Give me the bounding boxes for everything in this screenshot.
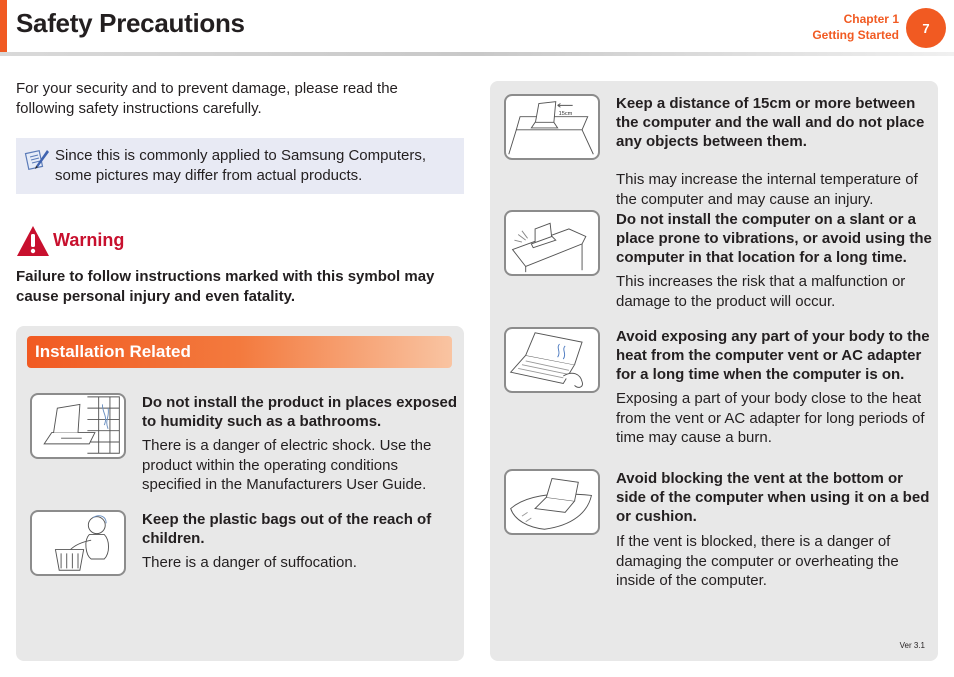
- page-number-badge: 7: [906, 8, 946, 48]
- item-body: This increases the risk that a malfunction or damage to the product will occur.: [616, 273, 906, 310]
- item-body: This may increase the internal temperature of the computer and may cause an injury.: [616, 171, 918, 208]
- item-body: If the vent is blocked, there is a danger of damaging the computer or overheating the inside of the computer.: [616, 533, 899, 589]
- warning-label: Warning: [53, 230, 125, 250]
- installation-panel-right: [490, 81, 938, 661]
- note-pencil-icon: [24, 146, 50, 172]
- chapter-label: [812, 11, 899, 43]
- section-header: [27, 336, 452, 368]
- list-item: [504, 327, 929, 457]
- warning-triangle-icon: [16, 225, 50, 257]
- wall-distance-image: [504, 94, 600, 160]
- intro-text: For your security and to prevent damage, please read the following safety instructions carefully.: [16, 80, 398, 117]
- child-plastic-bag-image: [30, 510, 126, 576]
- item-body: There is a danger of electric shock. Use the product within the operating conditions specified in the Manufacturers User Guide.: [142, 437, 432, 493]
- item-body: Exposing a part of your body close to the heat from the vent or AC adapter for long periods of time may cause a burn.: [616, 390, 925, 446]
- list-item: [30, 510, 455, 590]
- warning-text: Failure to follow instructions marked with this symbol may cause personal injury and even fatality.: [16, 268, 435, 305]
- item-title: Keep the plastic bags out of the reach of children.: [142, 511, 432, 547]
- list-item: [30, 393, 458, 503]
- note-box: [16, 138, 464, 194]
- chapter-number: Chapter 1: [843, 12, 899, 26]
- item-body: There is a danger of suffocation.: [142, 554, 357, 571]
- list-item: [504, 210, 932, 310]
- version-label: Ver 3.1: [899, 641, 925, 650]
- section-title: Installation Related: [35, 342, 191, 361]
- item-title: Do not install the computer on a slant or a place prone to vibrations, or avoid using the computer in that location for a long time.: [616, 211, 932, 266]
- chapter-name: Getting Started: [812, 28, 899, 42]
- item-title: Do not install the product in places exposed to humidity such as a bathrooms.: [142, 394, 458, 430]
- page-title: Safety Precautions: [16, 8, 245, 38]
- bathroom-humidity-image: [30, 393, 126, 459]
- item-title: Avoid blocking the vent at the bottom or side of the computer when using it on a bed or cushion.: [616, 470, 930, 525]
- header-accent-bar: [0, 0, 7, 52]
- installation-panel-left: [16, 326, 464, 661]
- vent-heat-image: [504, 327, 600, 393]
- distance-label: 15cm: [558, 110, 573, 117]
- header-divider: [0, 52, 954, 56]
- item-title: Avoid exposing any part of your body to the heat from the computer vent or AC adapter for a long time when the computer is on.: [616, 328, 930, 383]
- list-item: [504, 469, 929, 599]
- list-item: [504, 94, 929, 208]
- item-title: Keep a distance of 15cm or more between the computer and the wall and do not place any objects between them.: [616, 95, 925, 150]
- slanted-surface-image: [504, 210, 600, 276]
- note-text: Since this is commonly applied to Samsung Computers, some pictures may differ from actual products.: [55, 147, 427, 184]
- bed-cushion-image: [504, 469, 600, 535]
